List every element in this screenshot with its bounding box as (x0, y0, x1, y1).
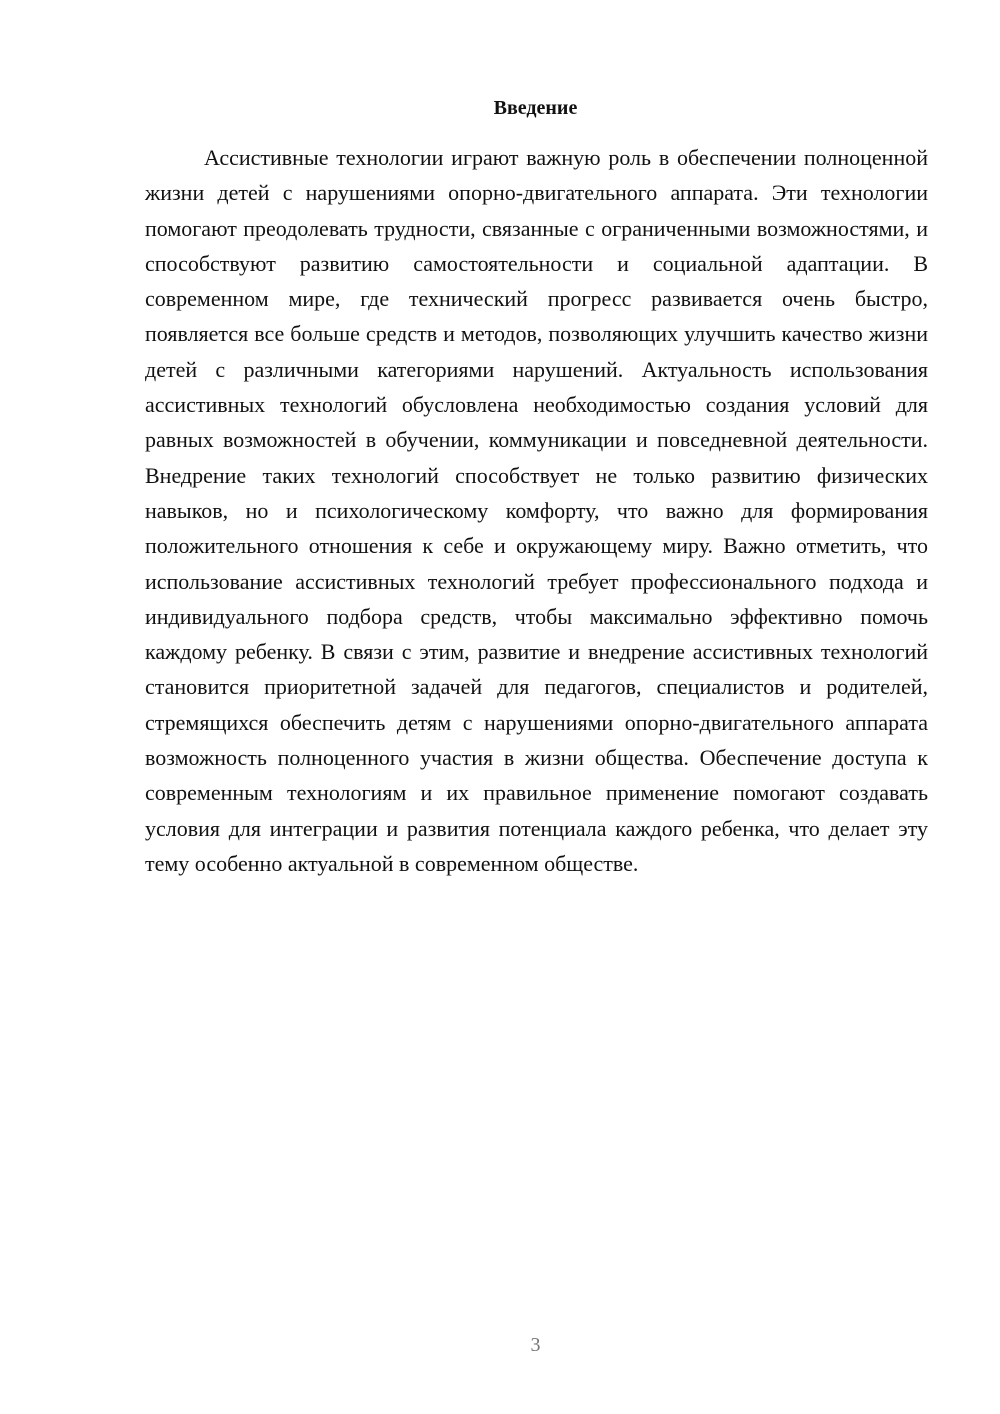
page-number: 3 (530, 1334, 541, 1356)
section-heading: Введение (493, 97, 578, 119)
body-paragraph: Ассистивные технологии играют важную роль в обеспечении полноценной жизни детей с нарушениями опорно-двигательного аппарата. Эти технологии помогают преодолевать трудности, связанные с ограниченными возможностями, и способствуют развитию самостоятельности и социальной адаптации. В современном мире, где технический прогресс развивается очень быстро, появляется все больше средств и методов, позволяющих улучшить качество жизни детей с различными категориями нарушений. Актуальность использования ассистивных технологий обусловлена необходимостью создания условий для равных возможностей в обучении, коммуникации и повседневной деятельности. Внедрение таких технологий способствует не только развитию физических навыков, но и психологическому комфорту, что важно для формирования положительного отношения к себе и окружающему миру. Важно отметить, что использование ассистивных технологий требует профессионального подхода и индивидуального подбора средств, чтобы максимально эффективно помочь каждому ребенку. В связи с этим, развитие и внедрение ассистивных технологий становится приоритетной задачей для педагогов, специалистов и родителей, стремящихся обеспечить детям с нарушениями опорно-двигательного аппарата возможность полноценного участия в жизни общества. Обеспечение доступа к современным технологиям и их правильное применение помогают создавать условия для интеграции и развития потенциала каждого ребенка, что делает эту тему особенно актуальной в современном обществе. (145, 145, 928, 876)
